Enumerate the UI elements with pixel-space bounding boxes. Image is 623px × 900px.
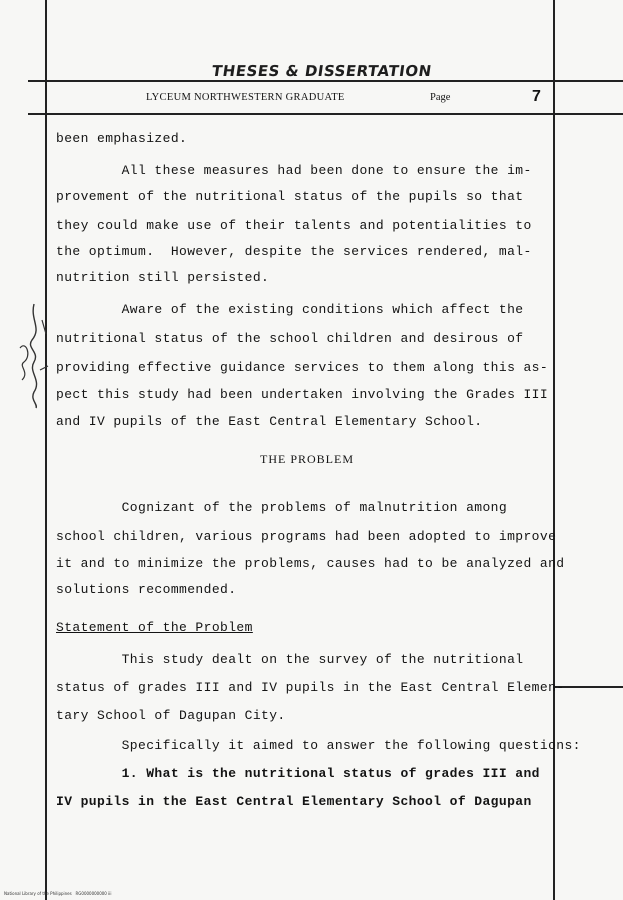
left-margin-line (45, 0, 47, 900)
body-line-7: Aware of the existing conditions which affect the (56, 302, 524, 317)
handwritten-margin-signature (12, 300, 52, 410)
body-line-10: pect this study had been undertaken involving the Grades III (56, 387, 549, 402)
header-top-rule (28, 80, 623, 82)
header-bottom-rule (28, 113, 623, 115)
body-line-8: nutritional status of the school children and desirous of (56, 331, 524, 346)
statement-line-4: Specifically it aimed to answer the following questions: (56, 738, 581, 753)
body-line-5: the optimum. However, despite the services rendered, mal- (56, 244, 532, 259)
body-line-6: nutrition still persisted. (56, 270, 270, 285)
page-label: Page (430, 92, 451, 103)
problem-line-4: solutions recommended. (56, 582, 237, 597)
statement-line-3: tary School of Dagupan City. (56, 708, 286, 723)
body-line-3: provement of the nutritional status of the pupils so that (56, 189, 524, 204)
footer-credit: National Library of the Philippines RG0000000000 iii (4, 891, 112, 896)
problem-line-3: it and to minimize the problems, causes had to be analyzed and (56, 556, 565, 571)
problem-line-1: Cognizant of the problems of malnutrition among (56, 500, 508, 515)
right-margin-line (553, 0, 555, 900)
body-line-11: and IV pupils of the East Central Elementary School. (56, 414, 483, 429)
body-line-9: providing effective guidance services to them along this as- (56, 360, 549, 375)
statement-line-2: status of grades III and IV pupils in the East Central Elemen- (56, 680, 565, 695)
section-heading-the-problem: THE PROBLEM (260, 452, 355, 466)
body-line-4: they could make use of their talents and potentialities to (56, 218, 532, 233)
page-number: 7 (532, 88, 541, 105)
subheading-statement-of-problem: Statement of the Problem (56, 620, 253, 635)
problem-line-2: school children, various programs had been adopted to improve (56, 529, 557, 544)
statement-line-6: IV pupils in the East Central Elementary School of Dagupan (56, 794, 532, 809)
body-line-1: been emphasized. (56, 131, 188, 146)
body-line-2: All these measures had been done to ensure the im- (56, 163, 532, 178)
institution-header: LYCEUM NORTHWESTERN GRADUATE (146, 92, 345, 103)
statement-line-5: 1. What is the nutritional status of grades III and (56, 766, 540, 781)
theses-stamp: THESES & DISSERTATION (210, 62, 433, 80)
statement-line-1: This study dealt on the survey of the nutritional (56, 652, 524, 667)
